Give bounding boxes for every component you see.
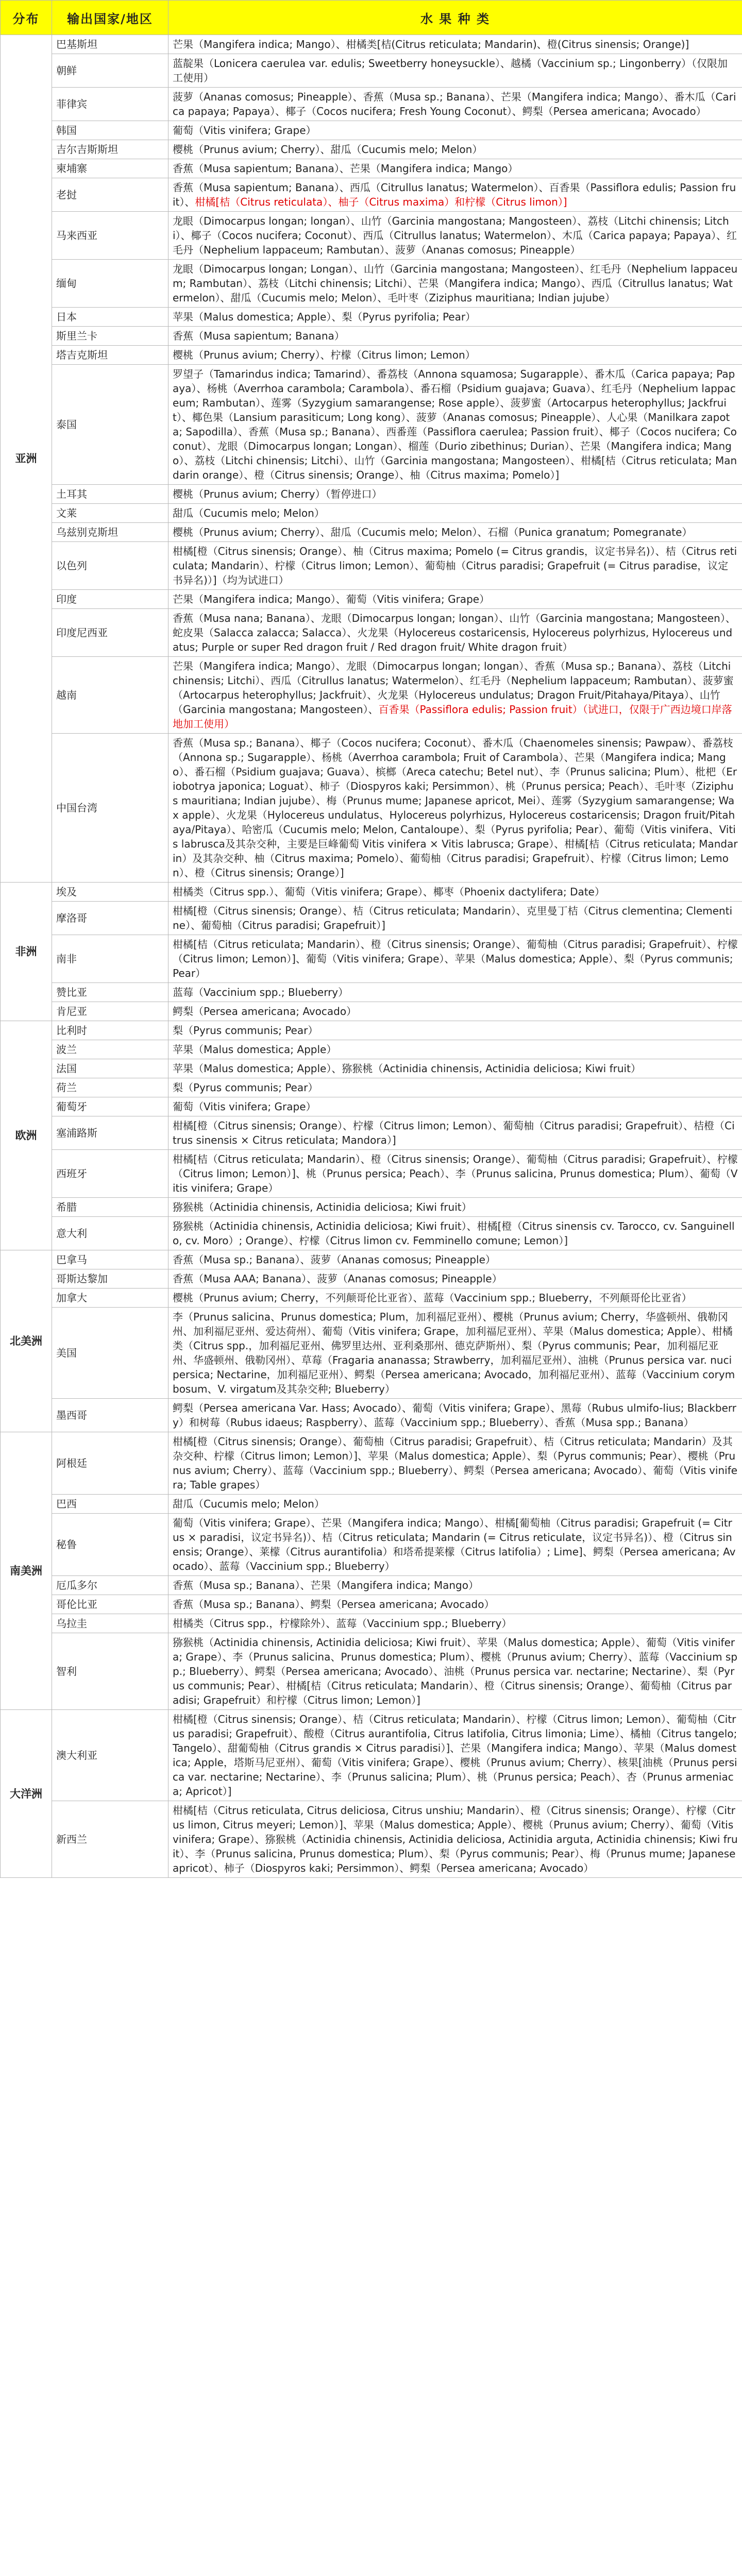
fruits-cell: [168, 1269, 742, 1289]
country-cell: 巴基斯坦: [52, 35, 168, 54]
country-cell: 以色列: [52, 542, 168, 590]
country-cell: 加拿大: [52, 1289, 168, 1308]
fruits-cell: [168, 35, 742, 54]
table-row: [1, 308, 742, 327]
fruits-text: 柑橘[桔（Citrus reticulata; Mandarin）、橙（Citrus sinensis; Orange）、葡萄柚（Citrus paradisi; Grapefruit）、柠檬（Citrus limon; Lemon）]、桃（Prunus persica; Peach）、李（Prunus salicina, Prunus domestica; Plum）、葡萄（Vitis vinifera; Grape）: [173, 1153, 738, 1194]
fruits-cell: [168, 1432, 742, 1495]
table-row: [1, 140, 742, 159]
country-cell: 塞浦路斯: [52, 1116, 168, 1150]
fruits-cell: [168, 327, 742, 346]
table-row: [1, 121, 742, 140]
fruits-text: 香蕉（Musa sapientum; Banana）: [173, 330, 345, 342]
table-row: [1, 1150, 742, 1198]
country-cell: 斯里兰卡: [52, 327, 168, 346]
country-cell: 美国: [52, 1308, 168, 1399]
table-row: [1, 485, 742, 504]
fruits-cell: [168, 1614, 742, 1633]
table-row: [1, 609, 742, 657]
table-row: [1, 935, 742, 983]
fruits-text: 甜瓜（Cucumis melo; Melon）: [173, 507, 325, 519]
fruits-text: 香蕉（Musa sp.; Banana）、芒果（Mangifera indica; Mango）: [173, 1579, 479, 1591]
country-cell: 朝鲜: [52, 54, 168, 88]
fruits-cell: [168, 308, 742, 327]
fruits-text: 李（Prunus salicina、Prunus domestica; Plum，加利福尼亚州）、樱桃（Prunus avium; Cherry，华盛顿州、俄勒冈州、加利福尼亚州、爱达荷州）、葡萄（Vitis vinifera; Grape，加利福尼亚州）、苹果（Malus domestica; Apple）、柑橘类（Citrus spp.，加利福尼亚州、佛罗里达州、亚利桑那州、德克萨斯州）、梨（Pyrus communis; Pear，加利福尼亚州、华盛顿州、俄勒冈州）、草莓（Fragaria ananassa; Strawberry，加利福尼亚州）、油桃（Prunus persica var. nucipersica; Nectarine，加利福尼亚州）、鳄梨（Persea americana; Avocado，加利福尼亚州）、蓝莓（Vaccinium corymbosum、V. virgatum及其杂交种; Blueberry）: [173, 1311, 735, 1395]
fruits-text: 柑橘[橙（Citrus sinensis; Orange）、葡萄柚（Citrus paradisi; Grapefruit）、桔（Citrus reticulata; Mandarin）及其杂交种、柠檬（Citrus limon; Lemon）]、苹果（Malus domestica; Apple）、梨（Pyrus communis; Pear）、樱桃（Prunus avium; Cherry）、蓝莓（Vaccinium spp.; Blueberry）、鳄梨（Persea americana; Avocado）、葡萄（Vitis vinifera; Table grapes）: [173, 1435, 738, 1491]
fruits-text: 香蕉（Musa sp.; Banana）、菠萝（Ananas comosus; Pineapple）: [173, 1253, 496, 1266]
fruits-cell: [168, 1040, 742, 1059]
fruits-text: 柑橘[橙（Citrus sinensis; Orange）、桔（Citrus reticulata; Mandarin）、柠檬（Citrus limon; Lemon）、葡萄柚（Citrus paradisi; Grapefruit）、酸橙（Citrus aurantifolia, Citrus latifolia, Citrus limonia; Lime）、橘柚（Citrus tangelo; Tangelo）、甜葡萄柚（Citrus grandis × Citrus paradisi）]、芒果（Mangifera indica; Mango）、苹果（Malus domestica; Apple，塔斯马尼亚州）、葡萄（Vitis vinifera; Grape）、樱桃（Prunus avium; Cherry）、核果[油桃（Prunus persica var. nectarine; Nectarine）、李（Prunus salicina; Plum）、桃（Prunus persica; Peach）、杏（Prunus armeniaca; Apricot）]: [173, 1713, 737, 1798]
country-cell: 哥斯达黎加: [52, 1269, 168, 1289]
header-row: [1, 1, 742, 35]
table-row: [1, 1595, 742, 1614]
fruits-cell: [168, 1801, 742, 1878]
country-cell: 文莱: [52, 504, 168, 523]
table-row: [1, 54, 742, 88]
fruits-cell: [168, 346, 742, 365]
fruits-text: 苹果（Malus domestica; Apple）、猕猴桃（Actinidia chinensis, Actinidia deliciosa; Kiwi fruit）: [173, 1062, 641, 1075]
country-cell: 柬埔寨: [52, 159, 168, 178]
table-row: [1, 734, 742, 883]
country-cell: 波兰: [52, 1040, 168, 1059]
fruits-text: 香蕉（Musa sapientum; Banana）、西瓜（Citrullus lanatus; Watermelon）、百香果（Passiflora edulis; Passion fruit）、: [173, 181, 736, 208]
continent-cell: 非洲: [1, 883, 52, 1021]
fruits-cell: [168, 1078, 742, 1097]
fruits-text: 柑橘[橙（Citrus sinensis; Orange）、柚（Citrus maxima; Pomelo (= Citrus grandis，议定书异名)）、桔（Citrus reticulata; Mandarin）、柠檬（Citrus limon; Lemon）、葡萄柚（Citrus paradisi; Grapefruit (= Citrus paradise，议定书异名)）]（均为试进口）: [173, 545, 737, 586]
country-cell: 智利: [52, 1633, 168, 1710]
fruits-cell: [168, 1250, 742, 1269]
fruits-cell: [168, 1217, 742, 1250]
fruits-cell: [168, 504, 742, 523]
fruits-text: 罗望子（Tamarindus indica; Tamarind）、番荔枝（Annona squamosa; Sugarapple）、番木瓜（Carica papaya; Papaya）、杨桃（Averrhoa carambola; Carambola）、番石榴（Psidium guajava; Guava）、红毛丹（Nephelium lappaceum; Rambutan）、莲雾（Syzygium samarangense; Rose apple）、菠萝蜜（Artocarpus heterophyllus; Jackfruit）、椰色果（Lansium parasiticum; Long kong）、菠萝（Ananas comosus; Pineapple）、人心果（Manilkara zapota; Sapodilla）、香蕉（Musa sp.; Banana）、西番莲（Passiflora caerulea; Passion fruit）、椰子（Cocos nucifera; Coconut）、龙眼（Dimocarpus longan; Longan）、榴莲（Durio zibethinus; Durian）、芒果（Mangifera indica; Mango）、荔枝（Litchi chinensis; Litchi）、山竹（Garcinia mangostana; Mangosteen）、柑橘[桔（Citrus reticulata; Mandarin orange）、橙（Citrus sinensis; Orange）、柚（Citrus maxima; Pomelo）]: [173, 368, 737, 481]
fruits-text: 甜瓜（Cucumis melo; Melon）: [173, 1498, 325, 1510]
table-row: [1, 590, 742, 609]
fruits-cell: [168, 1059, 742, 1078]
table-row: [1, 159, 742, 178]
fruits-text: 芒果（Mangifera indica; Mango）、龙眼（Dimocarpus longan; longan）、香蕉（Musa sp.; Banana）、荔枝（Litchi chinensis; Litchi）、西瓜（Citrullus lanatus; Watermelon）、红毛丹（Nephelium lappaceum; Rambutan）、菠萝蜜（Artocarpus heterophyllus; Jackfruit）、火龙果（Hylocereus undulatus; Dragon Fruit/Pitahaya/Pitaya）、山竹（Garcinia mangostana; Mangosteen）、: [173, 660, 734, 716]
table-row: [1, 1633, 742, 1710]
fruits-cell: [168, 1308, 742, 1399]
country-cell: 荷兰: [52, 1078, 168, 1097]
fruits-cell: [168, 178, 742, 212]
table-row: [1, 1198, 742, 1217]
fruits-text: 芒果（Mangifera indica; Mango）、柑橘类[桔(Citrus reticulata; Mandarin)、橙(Citrus sinensis; Orange)]: [173, 38, 689, 50]
country-cell: 韩国: [52, 121, 168, 140]
country-cell: 西班牙: [52, 1150, 168, 1198]
table-row: [1, 178, 742, 212]
fruits-cell: [168, 260, 742, 308]
fruits-cell: [168, 1002, 742, 1021]
fruits-text: 樱桃（Prunus avium; Cherry）、柠檬（Citrus limon; Lemon）: [173, 349, 476, 361]
table-row: [1, 883, 742, 902]
table-row: [1, 1269, 742, 1289]
fruits-cell: [168, 1595, 742, 1614]
fruits-text: 梨（Pyrus communis; Pear）: [173, 1024, 318, 1037]
country-cell: 乌兹别克斯坦: [52, 523, 168, 542]
header-fruits: 水 果 种 类: [168, 1, 742, 35]
country-cell: 肯尼亚: [52, 1002, 168, 1021]
country-cell: 塔吉克斯坦: [52, 346, 168, 365]
country-cell: 希腊: [52, 1198, 168, 1217]
fruits-cell: [168, 657, 742, 734]
table-row: [1, 983, 742, 1002]
table-row: [1, 1217, 742, 1250]
table-row: [1, 327, 742, 346]
fruits-cell: [168, 523, 742, 542]
fruits-cell: [168, 1116, 742, 1150]
table-row: [1, 1514, 742, 1576]
fruits-text: 柑橘[橙（Citrus sinensis; Orange）、桔（Citrus reticulata; Mandarin）、克里曼丁桔（Citrus clementina; Clementine）、葡萄柚（Citrus paradisi; Grapefruit）]: [173, 905, 733, 931]
fruits-text: 梨（Pyrus communis; Pear）: [173, 1081, 318, 1094]
country-cell: 法国: [52, 1059, 168, 1078]
country-cell: 比利时: [52, 1021, 168, 1040]
table-row: [1, 1116, 742, 1150]
fruits-text: 香蕉（Musa sapientum; Banana）、芒果（Mangifera indica; Mango）: [173, 162, 518, 175]
country-cell: 印度: [52, 590, 168, 609]
country-cell: 澳大利亚: [52, 1710, 168, 1801]
fruits-text: 柑橘类（Citrus spp.）、葡萄（Vitis vinifera; Grape）、椰枣（Phoenix dactylifera; Date）: [173, 886, 605, 898]
fruits-text: 柑橘[桔（Citrus reticulata, Citrus deliciosa, Citrus unshiu; Mandarin）、橙（Citrus sinensis; Orange）、柠檬（Citrus limon, Citrus meyeri; Lemon）]、苹果（Malus domestica; Apple）、樱桃（Prunus avium; Cherry）、葡萄（Vitis vinifera; Grape）、猕猴桃（Actinidia chinensis, Actinidia deliciosa, Actinidia arguta, Actinidia chinensis; Kiwi fruit）、李（Prunus salicina, Prunus domestica; Plum）、梨（Pyrus communis; Pear）、梅（Prunus mume; Japanese apricot）、柿子（Diospyros kaki; Persimmon）、鳄梨（Persea americana; Avocado）: [173, 1804, 738, 1874]
table-row: [1, 1710, 742, 1801]
country-cell: 巴西: [52, 1495, 168, 1514]
table-row: [1, 1250, 742, 1269]
fruits-cell: [168, 159, 742, 178]
fruits-cell: [168, 1097, 742, 1116]
fruits-cell: [168, 212, 742, 260]
fruits-highlight-text: 百香果（Passiflora edulis; Passion fruit）（试进口，仅限于广西边境口岸落地加工使用）: [173, 703, 732, 730]
fruits-cell: [168, 1710, 742, 1801]
table-row: [1, 542, 742, 590]
fruits-text: 葡萄（Vitis vinifera; Grape）: [173, 124, 316, 137]
table-row: [1, 1614, 742, 1633]
table-row: [1, 1399, 742, 1432]
fruits-cell: [168, 1021, 742, 1040]
country-cell: 日本: [52, 308, 168, 327]
table-row: [1, 365, 742, 485]
country-cell: 阿根廷: [52, 1432, 168, 1495]
country-cell: 哥伦比亚: [52, 1595, 168, 1614]
fruits-cell: [168, 902, 742, 935]
fruits-text: 蓝靛果（Lonicera caerulea var. edulis; Sweetberry honeysuckle）、越橘（Vaccinium sp.; Lingonberry）（仅限加工使用）: [173, 57, 728, 84]
country-cell: 老挝: [52, 178, 168, 212]
fruits-text: 柑橘类（Citrus spp.，柠檬除外）、蓝莓（Vaccinium spp.; Blueberry）: [173, 1617, 512, 1630]
fruits-cell: [168, 1150, 742, 1198]
fruits-text: 樱桃（Prunus avium; Cherry）、甜瓜（Cucumis melo; Melon）、石榴（Punica granatum; Pomegranate）: [173, 526, 693, 538]
fruits-cell: [168, 883, 742, 902]
fruits-text: 香蕉（Musa sp.; Banana）、鳄梨（Persea americana; Avocado）: [173, 1598, 495, 1611]
fruits-cell: [168, 1198, 742, 1217]
table-row: [1, 1059, 742, 1078]
header-region: 分布: [1, 1, 52, 35]
fruits-text: 柑橘[桔（Citrus reticulata; Mandarin）、橙（Citrus sinensis; Orange）、葡萄柚（Citrus paradisi; Grapefruit）、柠檬（Citrus limon; Lemon）]、葡萄（Vitis vinifera; Grape）、苹果（Malus domestica; Apple）、梨（Pyrus communis; Pear）: [173, 938, 738, 979]
table-row: [1, 902, 742, 935]
table-row: [1, 1289, 742, 1308]
fruits-highlight-text: 柑橘[桔（Citrus reticulata）、柚子（Citrus maxima）和柠檬（Citrus limon）]: [195, 196, 567, 208]
fruits-cell: [168, 485, 742, 504]
fruits-cell: [168, 983, 742, 1002]
fruits-text: 柑橘[橙（Citrus sinensis; Orange）、柠檬（Citrus limon; Lemon）、葡萄柚（Citrus paradisi; Grapefruit）、桔橙（Citrus sinensis × Citrus reticulata; Mandora）]: [173, 1120, 735, 1146]
continent-cell: 欧洲: [1, 1021, 52, 1250]
country-cell: 墨西哥: [52, 1399, 168, 1432]
fruits-text: 蓝莓（Vaccinium spp.; Blueberry）: [173, 986, 349, 998]
fruits-text: 猕猴桃（Actinidia chinensis, Actinidia deliciosa; Kiwi fruit）、苹果（Malus domestica; Apple）、葡萄（Vitis vinifera; Grape）、李（Prunus salicina、Prunus domestica; Plum）、樱桃（Prunus avium; Cherry）、蓝莓（Vaccinium spp.; Blueberry）、鳄梨（Persea americana; Avocado）、油桃（Prunus persica var. nectarine; Nectarine）、梨（Pyrus communis; Pear）、柑橘[桔（Citrus reticulata; Mandarin）、橙（Citrus sinensis; Orange）、葡萄柚（Citrus paradisi; Grapefruit）和柠檬（Citrus limon; Lemon）]: [173, 1636, 738, 1706]
country-cell: 乌拉圭: [52, 1614, 168, 1633]
continent-cell: 北美洲: [1, 1250, 52, 1432]
fruits-cell: [168, 609, 742, 657]
country-cell: 泰国: [52, 365, 168, 485]
fruits-cell: [168, 935, 742, 983]
fruits-cell: [168, 1289, 742, 1308]
country-cell: 厄瓜多尔: [52, 1576, 168, 1595]
country-cell: 吉尔吉斯斯坦: [52, 140, 168, 159]
table-row: [1, 346, 742, 365]
fruits-cell: [168, 1514, 742, 1576]
table-row: [1, 1576, 742, 1595]
country-cell: 葡萄牙: [52, 1097, 168, 1116]
country-cell: 菲律宾: [52, 88, 168, 121]
fruits-text: 龙眼（Dimocarpus longan; longan）、山竹（Garcinia mangostana; Mangosteen）、荔枝（Litchi chinensis; Litchi）、椰子（Cocos nucifera; Coconut）、西瓜（Citrullus lanatus; Watermelon）、木瓜（Carica papaya; Papaya）、红毛丹（Nephelium lappaceum; Rambutan）、菠萝（Ananas comosus; Pineapple）: [173, 215, 737, 256]
table-row: [1, 504, 742, 523]
fruits-cell: [168, 88, 742, 121]
table-row: [1, 1801, 742, 1878]
fruits-text: 香蕉（Musa nana; Banana）、龙眼（Dimocarpus longan; longan）、山竹（Garcinia mangostana; Mangosteen）、蛇皮果（Salacca zalacca; Salacca）、火龙果（Hylocereus costaricensis, Hylocereus polyrhizus, Hylocereus undatus; Purple or super Red dragon fruit / Red dragon fruit/ White dragon fruit）: [173, 612, 736, 653]
continent-cell: 南美洲: [1, 1432, 52, 1710]
continent-cell: 大洋洲: [1, 1710, 52, 1878]
fruits-text: 芒果（Mangifera indica; Mango）、葡萄（Vitis vinifera; Grape）: [173, 593, 490, 605]
table-row: [1, 1040, 742, 1059]
fruits-cell: [168, 1399, 742, 1432]
fruits-text: 樱桃（Prunus avium; Cherry）、甜瓜（Cucumis melo; Melon）: [173, 143, 483, 156]
country-cell: 土耳其: [52, 485, 168, 504]
fruits-cell: [168, 1495, 742, 1514]
country-cell: 赞比亚: [52, 983, 168, 1002]
table-row: [1, 1432, 742, 1495]
country-cell: 缅甸: [52, 260, 168, 308]
fruits-text: 葡萄（Vitis vinifera; Grape）: [173, 1100, 316, 1113]
fruits-text: 鳄梨（Persea americana; Avocado）: [173, 1005, 357, 1018]
fruits-cell: [168, 365, 742, 485]
table-body: [1, 35, 742, 1878]
country-cell: 越南: [52, 657, 168, 734]
fruits-cell: [168, 54, 742, 88]
fruits-text: 菠萝（Ananas comosus; Pineapple）、香蕉（Musa sp.; Banana）、芒果（Mangifera indica; Mango）、番木瓜（Carica papaya; Papaya）、椰子（Cocos nucifera; Fresh Young Coconut）、鳄梨（Persea americana; Avocado）: [173, 91, 736, 117]
fruits-cell: [168, 590, 742, 609]
table-row: [1, 212, 742, 260]
fruits-text: 猕猴桃（Actinidia chinensis, Actinidia deliciosa; Kiwi fruit）、柑橘[橙（Citrus sinensis cv. Tarocco, cv. Sanguinello, cv. Moro）; Orange）、柠檬（Citrus limon cv. Femminello comune; Lemon）]: [173, 1220, 735, 1247]
fruits-text: 苹果（Malus domestica; Apple）、梨（Pyrus pyrifolia; Pear）: [173, 311, 476, 323]
table-row: [1, 260, 742, 308]
fruits-text: 香蕉（Musa sp.; Banana）、椰子（Cocos nucifera; Coconut）、番木瓜（Chaenomeles sinensis; Pawpaw）、番荔枝（Annona sp.; Sugarapple）、杨桃（Averrhoa carambola; Fruit of Carambola）、芒果（Mangifera indica; Mango）、番石榴（Psidium guajava; Guava）、槟榔（Areca catechu; Betel nut）、李（Prunus salicina; Plum）、枇杷（Eriobotrya japonica; Loguat）、柿子（Diospyros kaki; Persimmon）、桃（Prunus persica; Peach）、毛叶枣（Ziziphus mauritiana; Indian jujube）、梅（Prunus mume; Japanese apricot, Mei）、莲雾（Syzygium samarangense; Wax apple）、火龙果（Hylocereus undulatus、Hylocereus polyrhizus, Hylocereus costaricensis; Dragon fruit/Pitahaya/Pitaya）、哈密瓜（Cucumis melo; Melon, Cantaloupe）、梨（Pyrus pyrifolia; Pear）、葡萄（Vitis vinifera、Vitis labrusca及其杂交种，主要是巨峰葡萄 Vitis vinifera × Vitis labrusca; Grape）、柑橘[桔（Citrus reticulata; Mandarin）及其杂交种、柚（Citrus maxima; Pomelo）、葡萄柚（Citrus paradisi; Grapefruit）、柠檬（Citrus limon; Lemon）、橙（Citrus sinensis; Orange）]: [173, 737, 738, 879]
country-cell: 南非: [52, 935, 168, 983]
country-cell: 中国台湾: [52, 734, 168, 883]
country-cell: 新西兰: [52, 1801, 168, 1878]
table-row: [1, 35, 742, 54]
fruits-cell: [168, 734, 742, 883]
table-row: [1, 1021, 742, 1040]
fruits-text: 猕猴桃（Actinidia chinensis, Actinidia deliciosa; Kiwi fruit）: [173, 1201, 472, 1213]
table-row: [1, 88, 742, 121]
fruits-text: 葡萄（Vitis vinifera; Grape）、芒果（Mangifera indica; Mango）、柑橘[葡萄柚（Citrus paradisi; Grapefruit (= Citrus × paradisi，议定书异名)）、桔（Citrus reticulata; Mandarin (= Citrus reticulate，议定书异名)）、橙（Citrus sinensis; Orange）、莱檬（Citrus aurantifolia）和塔希提莱檬（Citrus latifolia）; Lime]、鳄梨（Persea americana; Avocado）、蓝莓（Vaccinium spp.; Blueberry）: [173, 1517, 736, 1572]
fruits-cell: [168, 140, 742, 159]
fruits-cell: [168, 1633, 742, 1710]
table-row: [1, 523, 742, 542]
country-cell: 埃及: [52, 883, 168, 902]
fruits-text: 龙眼（Dimocarpus longan; Longan）、山竹（Garcinia mangostana; Mangosteen）、红毛丹（Nephelium lappaceum; Rambutan）、荔枝（Litchi chinensis; Litchi）、芒果（Mangifera indica; Mango）、西瓜（Citrullus lanatus; Watermelon）、甜瓜（Cucumis melo; Melon）、毛叶枣（Ziziphus mauritiana; Indian jujube）: [173, 263, 738, 304]
fruits-text: 香蕉（Musa AAA; Banana）、菠萝（Ananas comosus; Pineapple）: [173, 1273, 502, 1285]
country-cell: 马来西亚: [52, 212, 168, 260]
table-row: [1, 1308, 742, 1399]
fruits-text: 樱桃（Prunus avium; Cherry）（暂停进口）: [173, 488, 382, 500]
table-row: [1, 1002, 742, 1021]
country-cell: 意大利: [52, 1217, 168, 1250]
header-country: 输出国家/地区: [52, 1, 168, 35]
country-cell: 摩洛哥: [52, 902, 168, 935]
country-cell: 巴拿马: [52, 1250, 168, 1269]
country-cell: 秘鲁: [52, 1514, 168, 1576]
country-cell: 印度尼西亚: [52, 609, 168, 657]
table-row: [1, 1495, 742, 1514]
fruits-cell: [168, 542, 742, 590]
table-row: [1, 1078, 742, 1097]
continent-cell: 亚洲: [1, 35, 52, 883]
table-row: [1, 1097, 742, 1116]
fruits-text: 苹果（Malus domestica; Apple）: [173, 1043, 337, 1056]
fruits-text: 鳄梨（Persea americana Var. Hass; Avocado）、葡萄（Vitis vinifera; Grape）、黑莓（Rubus ulmifo-lius; Blackberry）和树莓（Rubus idaeus; Raspberry）、蓝莓（Vaccinium spp.; Blueberry）、香蕉（Musa spp.; Banana）: [173, 1402, 737, 1429]
table-row: [1, 657, 742, 734]
fruits-cell: [168, 1576, 742, 1595]
fruits-text: 樱桃（Prunus avium; Cherry，不列颠哥伦比亚省）、蓝莓（Vaccinium spp.; Blueberry，不列颠哥伦比亚省）: [173, 1292, 692, 1304]
fruits-cell: [168, 121, 742, 140]
